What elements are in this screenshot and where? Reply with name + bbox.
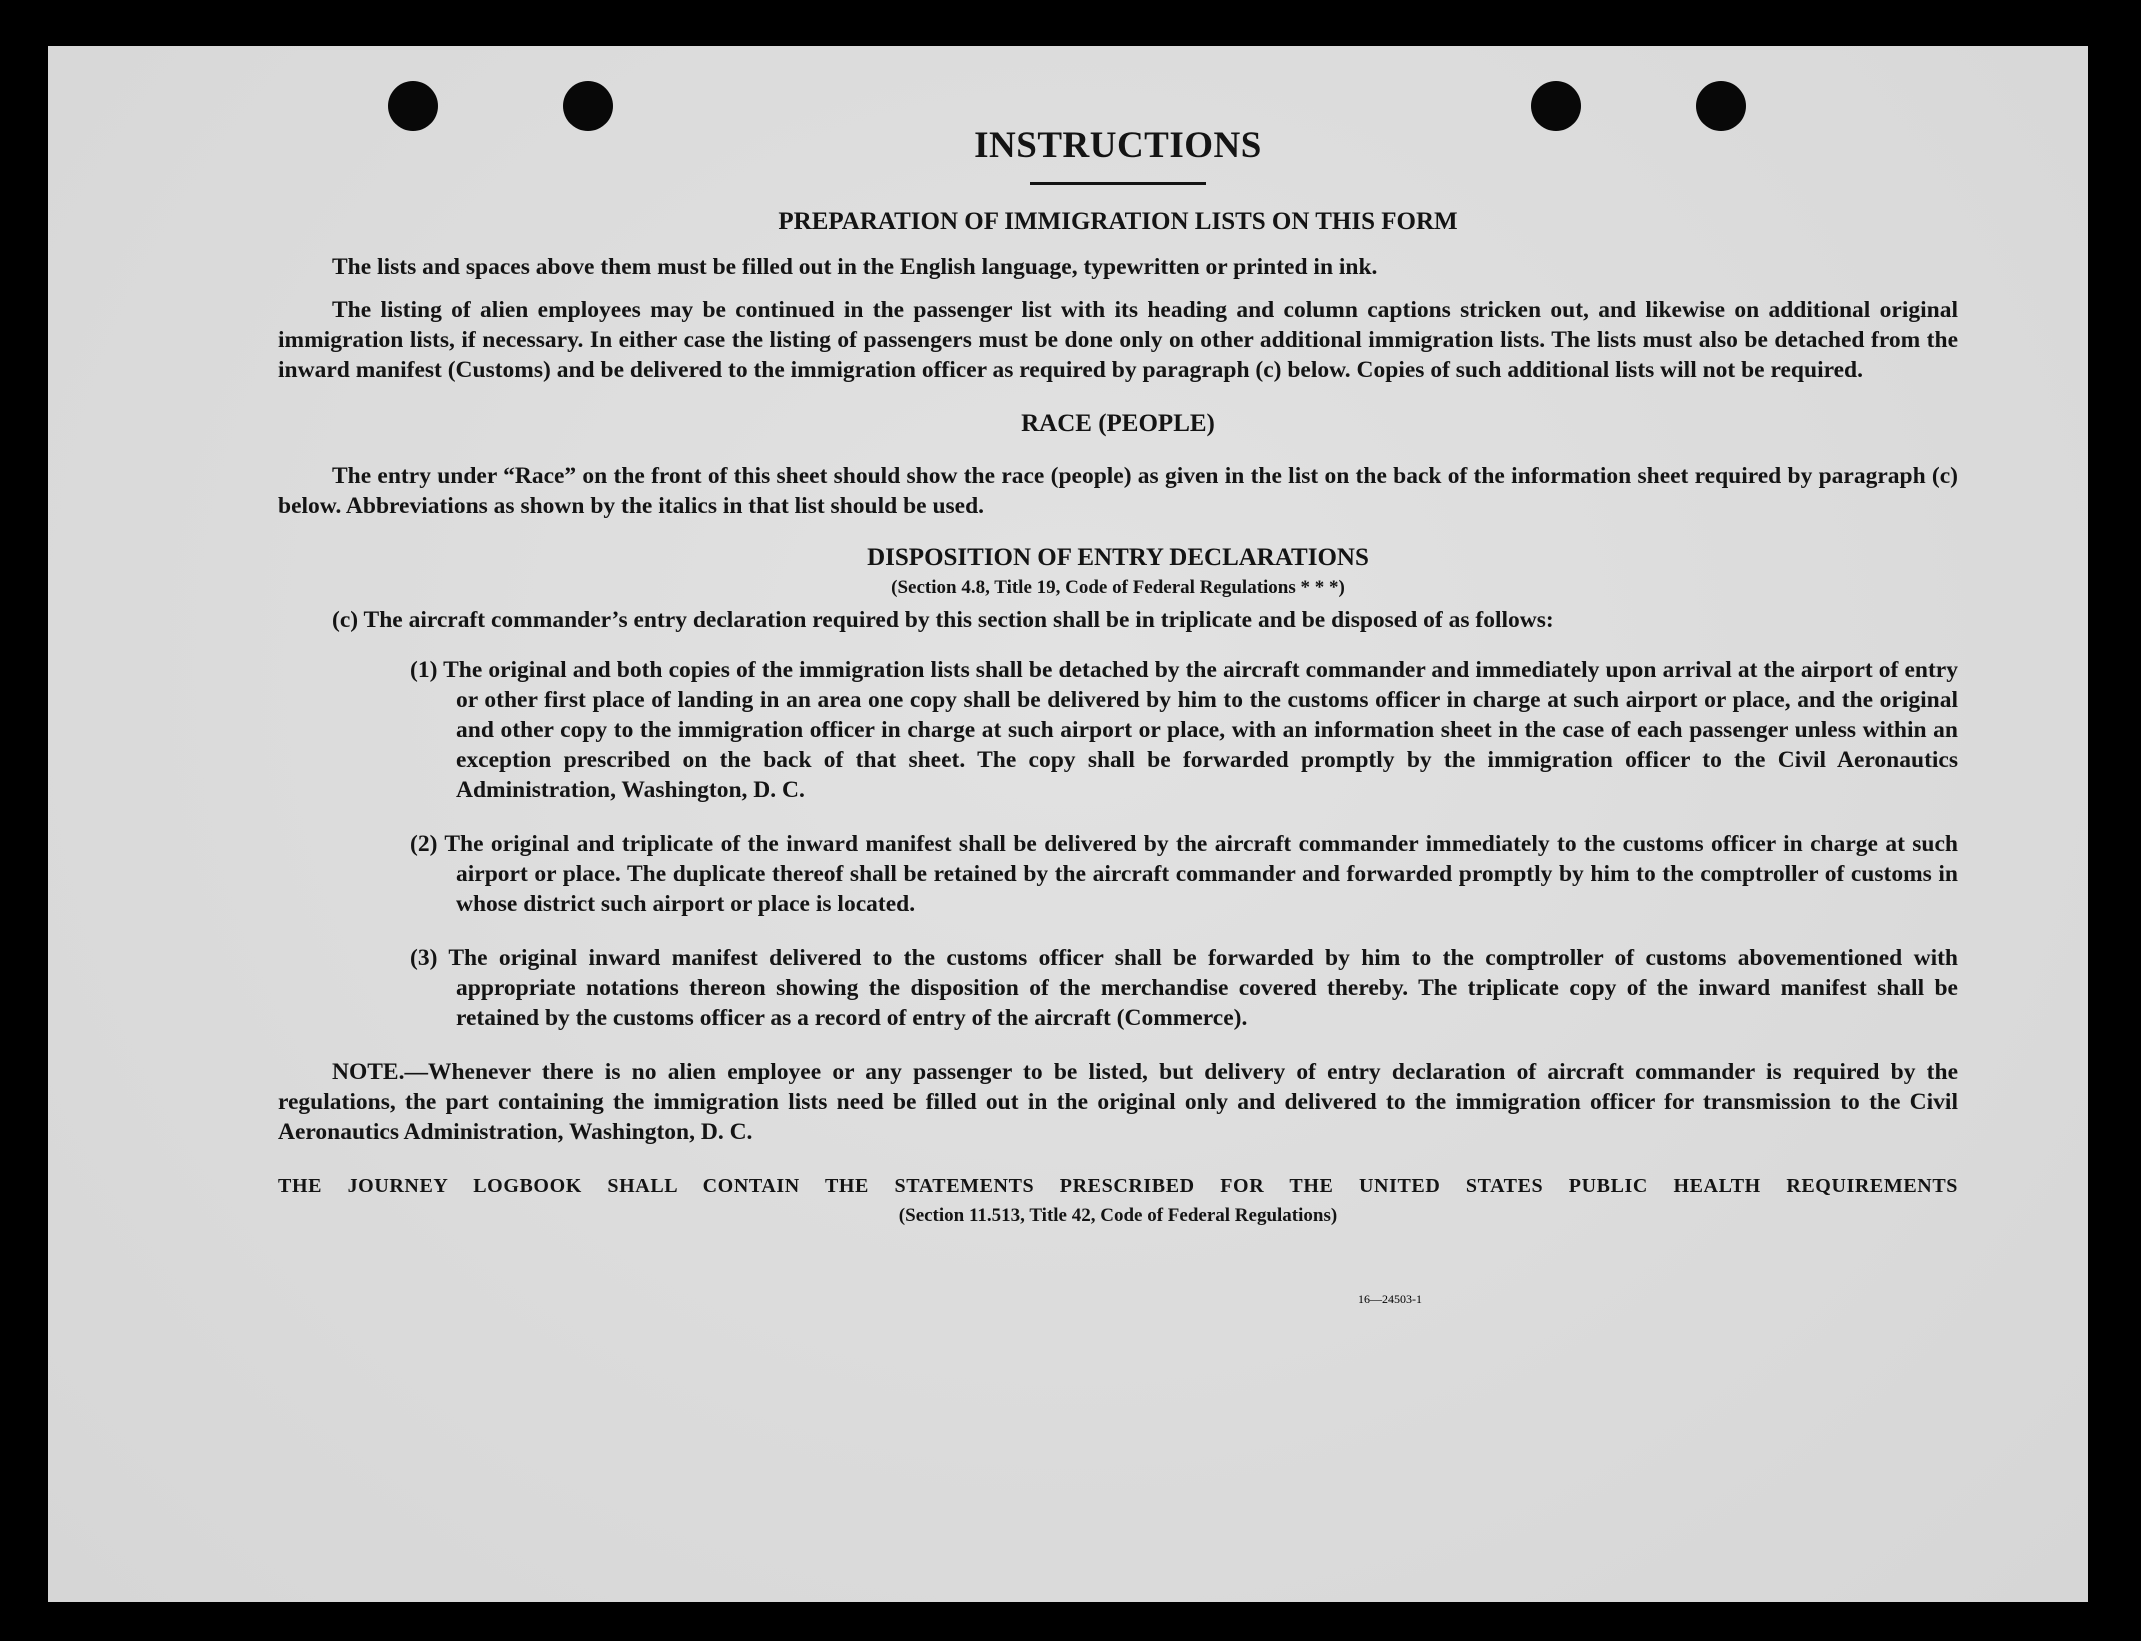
disposition-item-3: (3) The original inward manifest delivered to the customs officer shall be forwarded by him to the comptroller of customs abovementioned with appropriate notations thereon showing the disposition of the merchandise covered thereby. The triplicate copy of the inward manifest shall be retained by the customs officer as a record of entry of the aircraft (Commerce).	[410, 945, 1958, 1031]
race-heading: RACE (PEOPLE)	[1021, 410, 1215, 437]
logbook-citation: (Section 11.513, Title 42, Code of Federal Regulations)	[898, 1205, 1338, 1226]
page-title: INSTRUCTIONS	[974, 125, 1262, 166]
disposition-item-1: (1) The original and both copies of the immigration lists shall be detached by the aircraft commander and immediately upon arrival at the airport of entry or other first place of landing in an area one copy shall be delivered by him to the customs officer in charge at such airport or place, and the original and other copy to the immigration officer in charge at such airport or place, with an information sheet in the case of each passenger unless within an exception prescribed on the back of that sheet. The copy shall be forwarded promptly by the immigration officer to the Civil Aeronautics Administration, Washington, D. C.	[410, 657, 1958, 803]
race-paragraph: The entry under “Race” on the front of this sheet should show the race (people) as given in the list on the back of the information sheet required by paragraph (c) below. Abbreviations as shown by the italics in that list should be used.	[278, 463, 1958, 519]
preparation-paragraph-2: The listing of alien employees may be continued in the passenger list with its heading and column captions stricken out, and likewise on additional original immigration lists, if necessary. In either case the listing of passengers must be done only on other additional immigration lists. The lists must also be detached from the inward manifest (Customs) and be delivered to the immigration officer as required by paragraph (c) below. Copies of such additional lists will not be required.	[278, 297, 1958, 383]
disposition-citation: (Section 4.8, Title 19, Code of Federal Regulations * * *)	[891, 577, 1345, 598]
logbook-statement: THE JOURNEY LOGBOOK SHALL CONTAIN THE STATEMENTS PRESCRIBED FOR THE UNITED STATES PUBLIC HEALTH REQUIREMENTS	[278, 1175, 1958, 1197]
title-underline	[1030, 182, 1206, 185]
disposition-intro: (c) The aircraft commander’s entry declaration required by this section shall be in triplicate and be disposed of as follows:	[332, 607, 1554, 633]
instructions-body	[278, 124, 1958, 1229]
disposition-heading: DISPOSITION OF ENTRY DECLARATIONS	[867, 544, 1369, 571]
form-number: 16—24503-1	[1358, 1292, 1422, 1306]
disposition-item-2: (2) The original and triplicate of the inward manifest shall be delivered by the aircraft commander immediately to the customs officer in charge at such airport or place. The duplicate thereof shall be retained by the aircraft commander and forwarded promptly by him to the comptroller of customs in whose district such airport or place is located.	[410, 831, 1958, 917]
disposition-note: NOTE.—Whenever there is no alien employee or any passenger to be listed, but delivery of entry declaration of aircraft commander is required by the regulations, the part containing the immigration lists need be filled out in the original only and delivered to the immigration officer for transmission to the Civil Aeronautics Administration, Washington, D. C.	[278, 1059, 1958, 1145]
preparation-heading: PREPARATION OF IMMIGRATION LISTS ON THIS FORM	[778, 208, 1458, 235]
document-page	[48, 46, 2088, 1602]
preparation-paragraph-1: The lists and spaces above them must be filled out in the English language, typewritten or printed in ink.	[332, 254, 1378, 280]
